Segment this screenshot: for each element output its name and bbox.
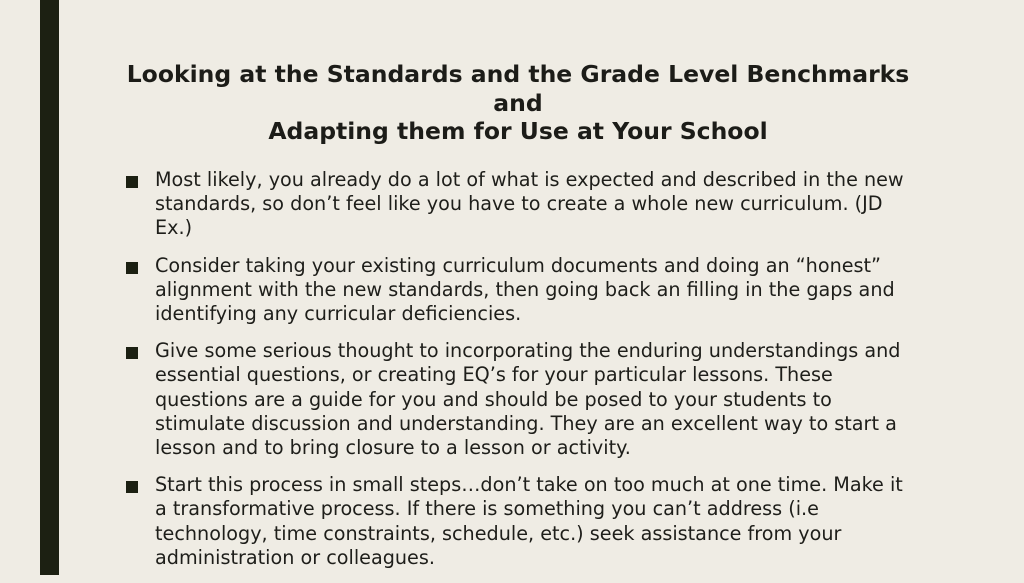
square-bullet-icon	[126, 176, 138, 188]
bullet-list	[126, 168, 926, 583]
bullet-item	[126, 254, 926, 327]
slide-title	[100, 60, 936, 146]
bullet-item	[126, 168, 926, 241]
bullet-text: Start this process in small steps…don’t take on too much at one time. Make it a transformative process. If there is something you can’t address (i.e technology, time constraints, schedule, etc.) seek assistance from your administration or colleagues.	[155, 473, 903, 569]
bullet-text: Most likely, you already do a lot of what is expected and described in the new standards, so don’t feel like you have to create a whole new curriculum. (JD Ex.)	[155, 168, 904, 240]
title-line-3: Adapting them for Use at Your School	[268, 117, 768, 145]
square-bullet-icon	[126, 347, 138, 359]
bullet-item	[126, 339, 926, 460]
title-line-1: Looking at the Standards and the Grade Level Benchmarks	[126, 60, 910, 88]
accent-bar	[40, 0, 59, 575]
square-bullet-icon	[126, 481, 138, 493]
title-line-2: and	[493, 88, 543, 117]
square-bullet-icon	[126, 262, 138, 274]
bullet-text: Give some serious thought to incorporating the enduring understandings and essential questions, or creating EQ’s for your particular lessons. These questions are a guide for you and should be posed to your students to stimulate discussion and understanding. They are an excellent way to start a lesson and to bring closure to a lesson or activity.	[155, 339, 901, 460]
bullet-item	[126, 473, 926, 570]
bullet-text: Consider taking your existing curriculum documents and doing an “honest” alignment with the new standards, then going back an filling in the gaps and identifying any curricular deficiencies.	[155, 253, 895, 326]
